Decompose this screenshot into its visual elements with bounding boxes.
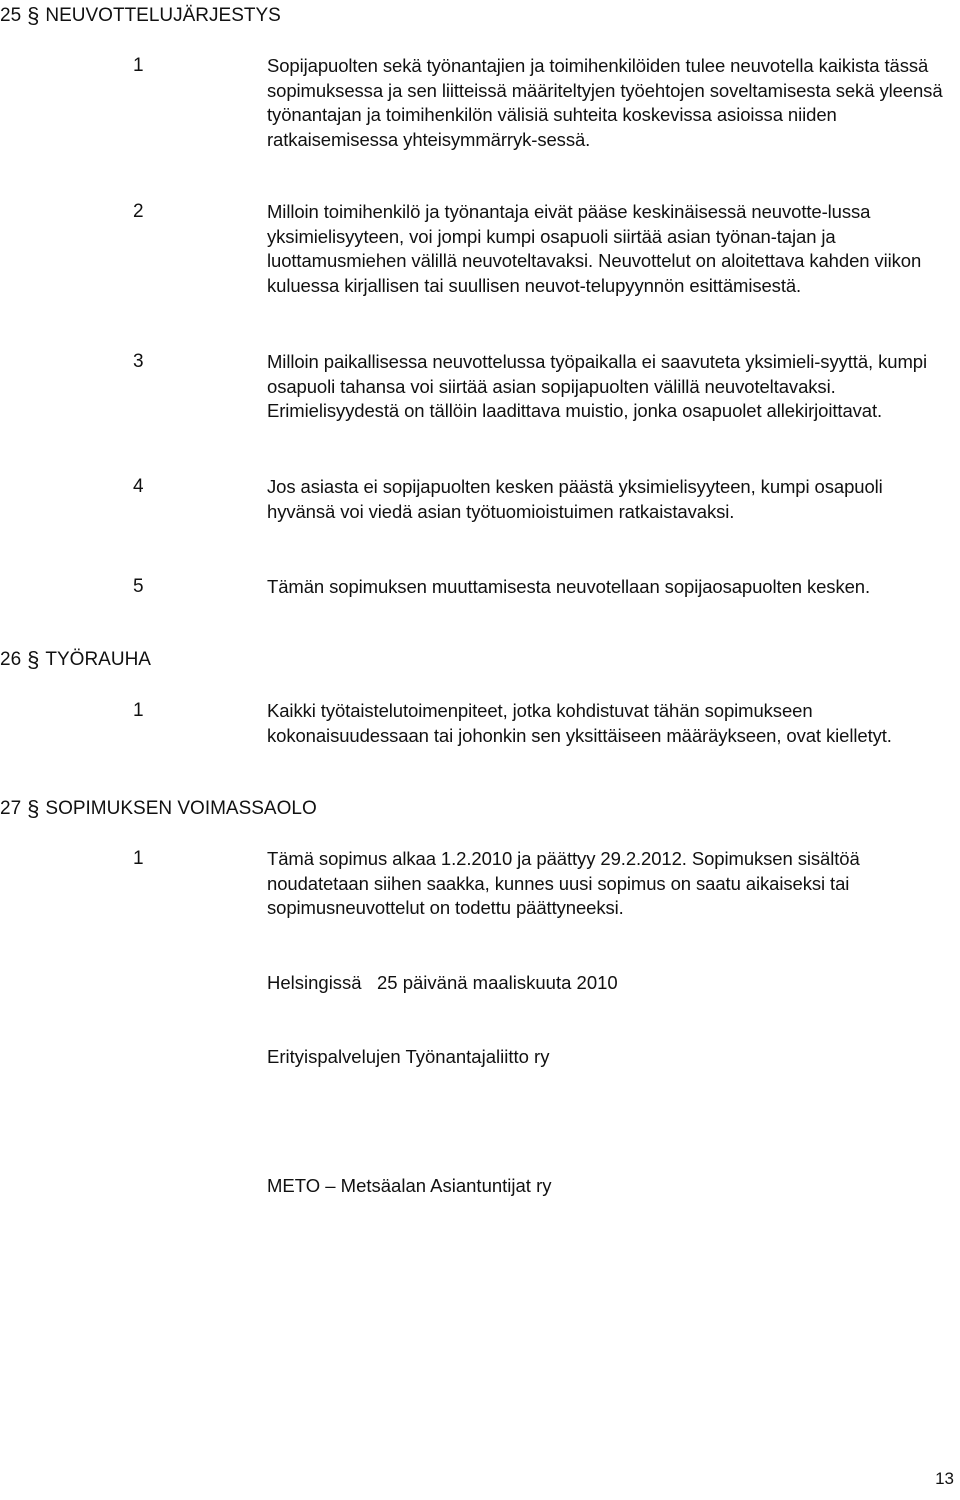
clause-text: Kaikki työtaistelutoimenpiteet, jotka kohdistuvat tähän sopimukseen kokonaisuudessaan tai johonkin sen yksittäiseen määräykseen, ovat kielletyt. <box>267 700 892 746</box>
section-symbol-icon: § <box>27 796 40 821</box>
section-number: 26 <box>0 649 22 670</box>
section-number: 27 <box>0 798 22 819</box>
signature-party-employer: Erityispalvelujen Työnantajaliitto ry <box>267 1046 550 1067</box>
section-title: NEUVOTTELUJÄRJESTYS <box>45 5 281 26</box>
clause-number: 1 <box>133 848 144 869</box>
clause-number: 2 <box>133 201 144 222</box>
section-symbol-icon: § <box>27 3 40 28</box>
clause-number: 5 <box>133 576 144 597</box>
section-title: SOPIMUKSEN VOIMASSAOLO <box>45 798 317 819</box>
clause-number: 1 <box>133 700 144 721</box>
signature-party-union: METO – Metsäalan Asiantuntijat ry <box>267 1175 552 1196</box>
clause-text: Tämä sopimus alkaa 1.2.2010 ja päättyy 29.2.2012. Sopimuksen sisältöä noudatetaan siihen saakka, kunnes uusi sopimus on saatu aikaiseksi tai sopimusneuvottelut on todettu päättyneeksi. <box>267 848 860 919</box>
clause-text: Milloin paikallisessa neuvottelussa työpaikalla ei saavuteta yksimieli-syyttä, kumpi osapuoli tahansa voi siirtää asian sopijapuolten välillä neuvoteltavaksi. Erimielisyydestä on tällöin laadittava muistio, jonka osapuolet allekirjoittavat. <box>267 351 927 422</box>
section-25-heading <box>0 4 281 28</box>
clause-text: Sopijapuolten sekä työnantajien ja toimihenkilöiden tulee neuvotella kaikista tässä sopimuksessa ja sen liitteissä määriteltyjen työehtojen soveltamisesta sekä yleensä työnantajan ja toimihenkilön välisiä suhteita koskevissa asioissa niiden ratkaisemisessa yhteisymmärryk-sessä. <box>267 55 943 150</box>
section-title: TYÖRAUHA <box>45 649 151 670</box>
section-26-heading <box>0 648 151 672</box>
section-symbol-icon: § <box>27 647 40 672</box>
section-27-heading <box>0 797 317 821</box>
clause-text: Tämän sopimuksen muuttamisesta neuvotellaan sopijaosapuolten kesken. <box>267 576 871 597</box>
clause-text: Jos asiasta ei sopijapuolten kesken päästä yksimielisyyteen, kumpi osapuoli hyvänsä voi viedä asian työtuomioistuimen ratkaistavaksi. <box>267 476 883 522</box>
clause-number: 4 <box>133 476 144 497</box>
page-number: 13 <box>935 1469 954 1488</box>
section-number: 25 <box>0 5 22 26</box>
signature-place-date: Helsingissä 25 päivänä maaliskuuta 2010 <box>267 972 618 993</box>
clause-text: Milloin toimihenkilö ja työnantaja eivät pääse keskinäisessä neuvotte-lussa yksimielisyyteen, voi jompi kumpi osapuoli siirtää asian työnan-tajan ja luottamusmiehen välillä neuvoteltavaksi. Neuvottelut on aloitettava kahden viikon kuluessa kirjallisen tai suullisen neuvot-telupyynnön esittämisestä. <box>267 201 922 296</box>
clause-number: 3 <box>133 351 144 372</box>
clause-number: 1 <box>133 55 144 76</box>
